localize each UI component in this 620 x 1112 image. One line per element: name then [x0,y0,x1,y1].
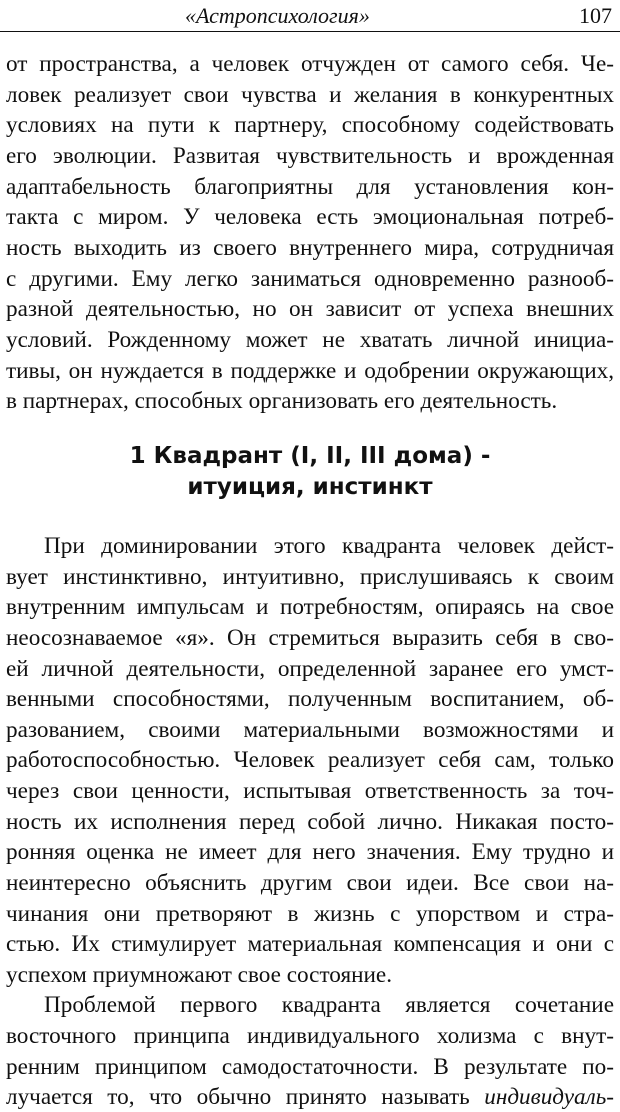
text-line: ловек реализует свои чувства и желания в конкурентных [6,82,614,108]
text-line: от пространства, а человек отчужден от самого себя. Че- [6,51,614,77]
text-line: ность их исполнения перед собой лично. Никакая посто- [6,809,614,835]
text-line: условий. Рожденному может не хватать личной инициа- [6,327,614,353]
text-line: вует инстинктивно, интуитивно, прислушиваясь к своим [6,564,614,590]
text-line: ей личной деятельности, определенной заранее его умст- [6,656,614,682]
text-line [6,1082,614,1112]
header-divider [0,31,620,32]
text-line: через свои ценности, испытывая ответственность за точ- [6,778,614,804]
text-line: адаптабельность благоприятны для установления кон- [6,174,614,200]
text-line: венными способностями, полученным воспитанием, об- [6,686,614,712]
section-heading-line: 1 Квадрант (I, II, III дома) - [129,443,491,469]
page-number: 107 [579,3,612,28]
text-line: тивы, он нуждается в поддержке и одобрении окружающих, [6,358,614,384]
text-line: Проблемой первого квадранта является сочетание [44,992,614,1018]
text-line: ронняя оценка не имеет для него значения. Ему трудно и [6,839,614,865]
text-line: неинтересно объяснить другим свои идеи. Все свои на- [6,870,614,896]
text-line: успехом приумножают свое состояние. [6,962,393,988]
text-line: с другими. Ему легко заниматься одновременно разнооб- [6,266,614,292]
text-line: его эволюции. Развитая чувствительность и врожденная [6,143,614,169]
text-line: работоспособностью. Человек реализует себя сам, только [6,747,614,773]
text-line: стью. Их стимулирует материальная компенсация и они с [6,931,614,957]
text-line: разной деятельностью, но он зависит от успеха внешних [6,296,614,322]
text-line: условиях на пути к партнеру, способному содействовать [6,112,614,138]
text-line: разованием, своими материальными возможностями и [6,717,614,743]
text-line: ность выходить из своего внутреннего мира, сотрудничая [6,235,614,261]
text-line: неосознаваемое «я». Он стремиться выразить себя в сво- [6,625,614,651]
text-line: в партнерах, способных организовать его деятельность. [6,388,558,414]
italic-term: индивидуаль- [484,1084,614,1110]
running-title: «Астропсихология» [185,3,370,28]
text-run: лучается то, что обычно принято называть [6,1084,485,1110]
section-heading-line: итуиция, инстинкт [187,474,433,500]
page-header [0,0,620,34]
text-line: чинания они претворяют в жизнь с упорством и стра- [6,901,614,927]
text-line: ренним принципом самодостаточности. В результате по- [6,1054,614,1080]
text-line: восточного принципа индивидуального холизма с внут- [6,1023,614,1049]
text-line: внутренним импульсам и потребностям, опираясь на свое [6,594,614,620]
text-line: При доминировании этого квадранта человек дейст- [44,533,614,559]
text-line: такта с миром. У человека есть эмоциональная потреб- [6,204,614,230]
